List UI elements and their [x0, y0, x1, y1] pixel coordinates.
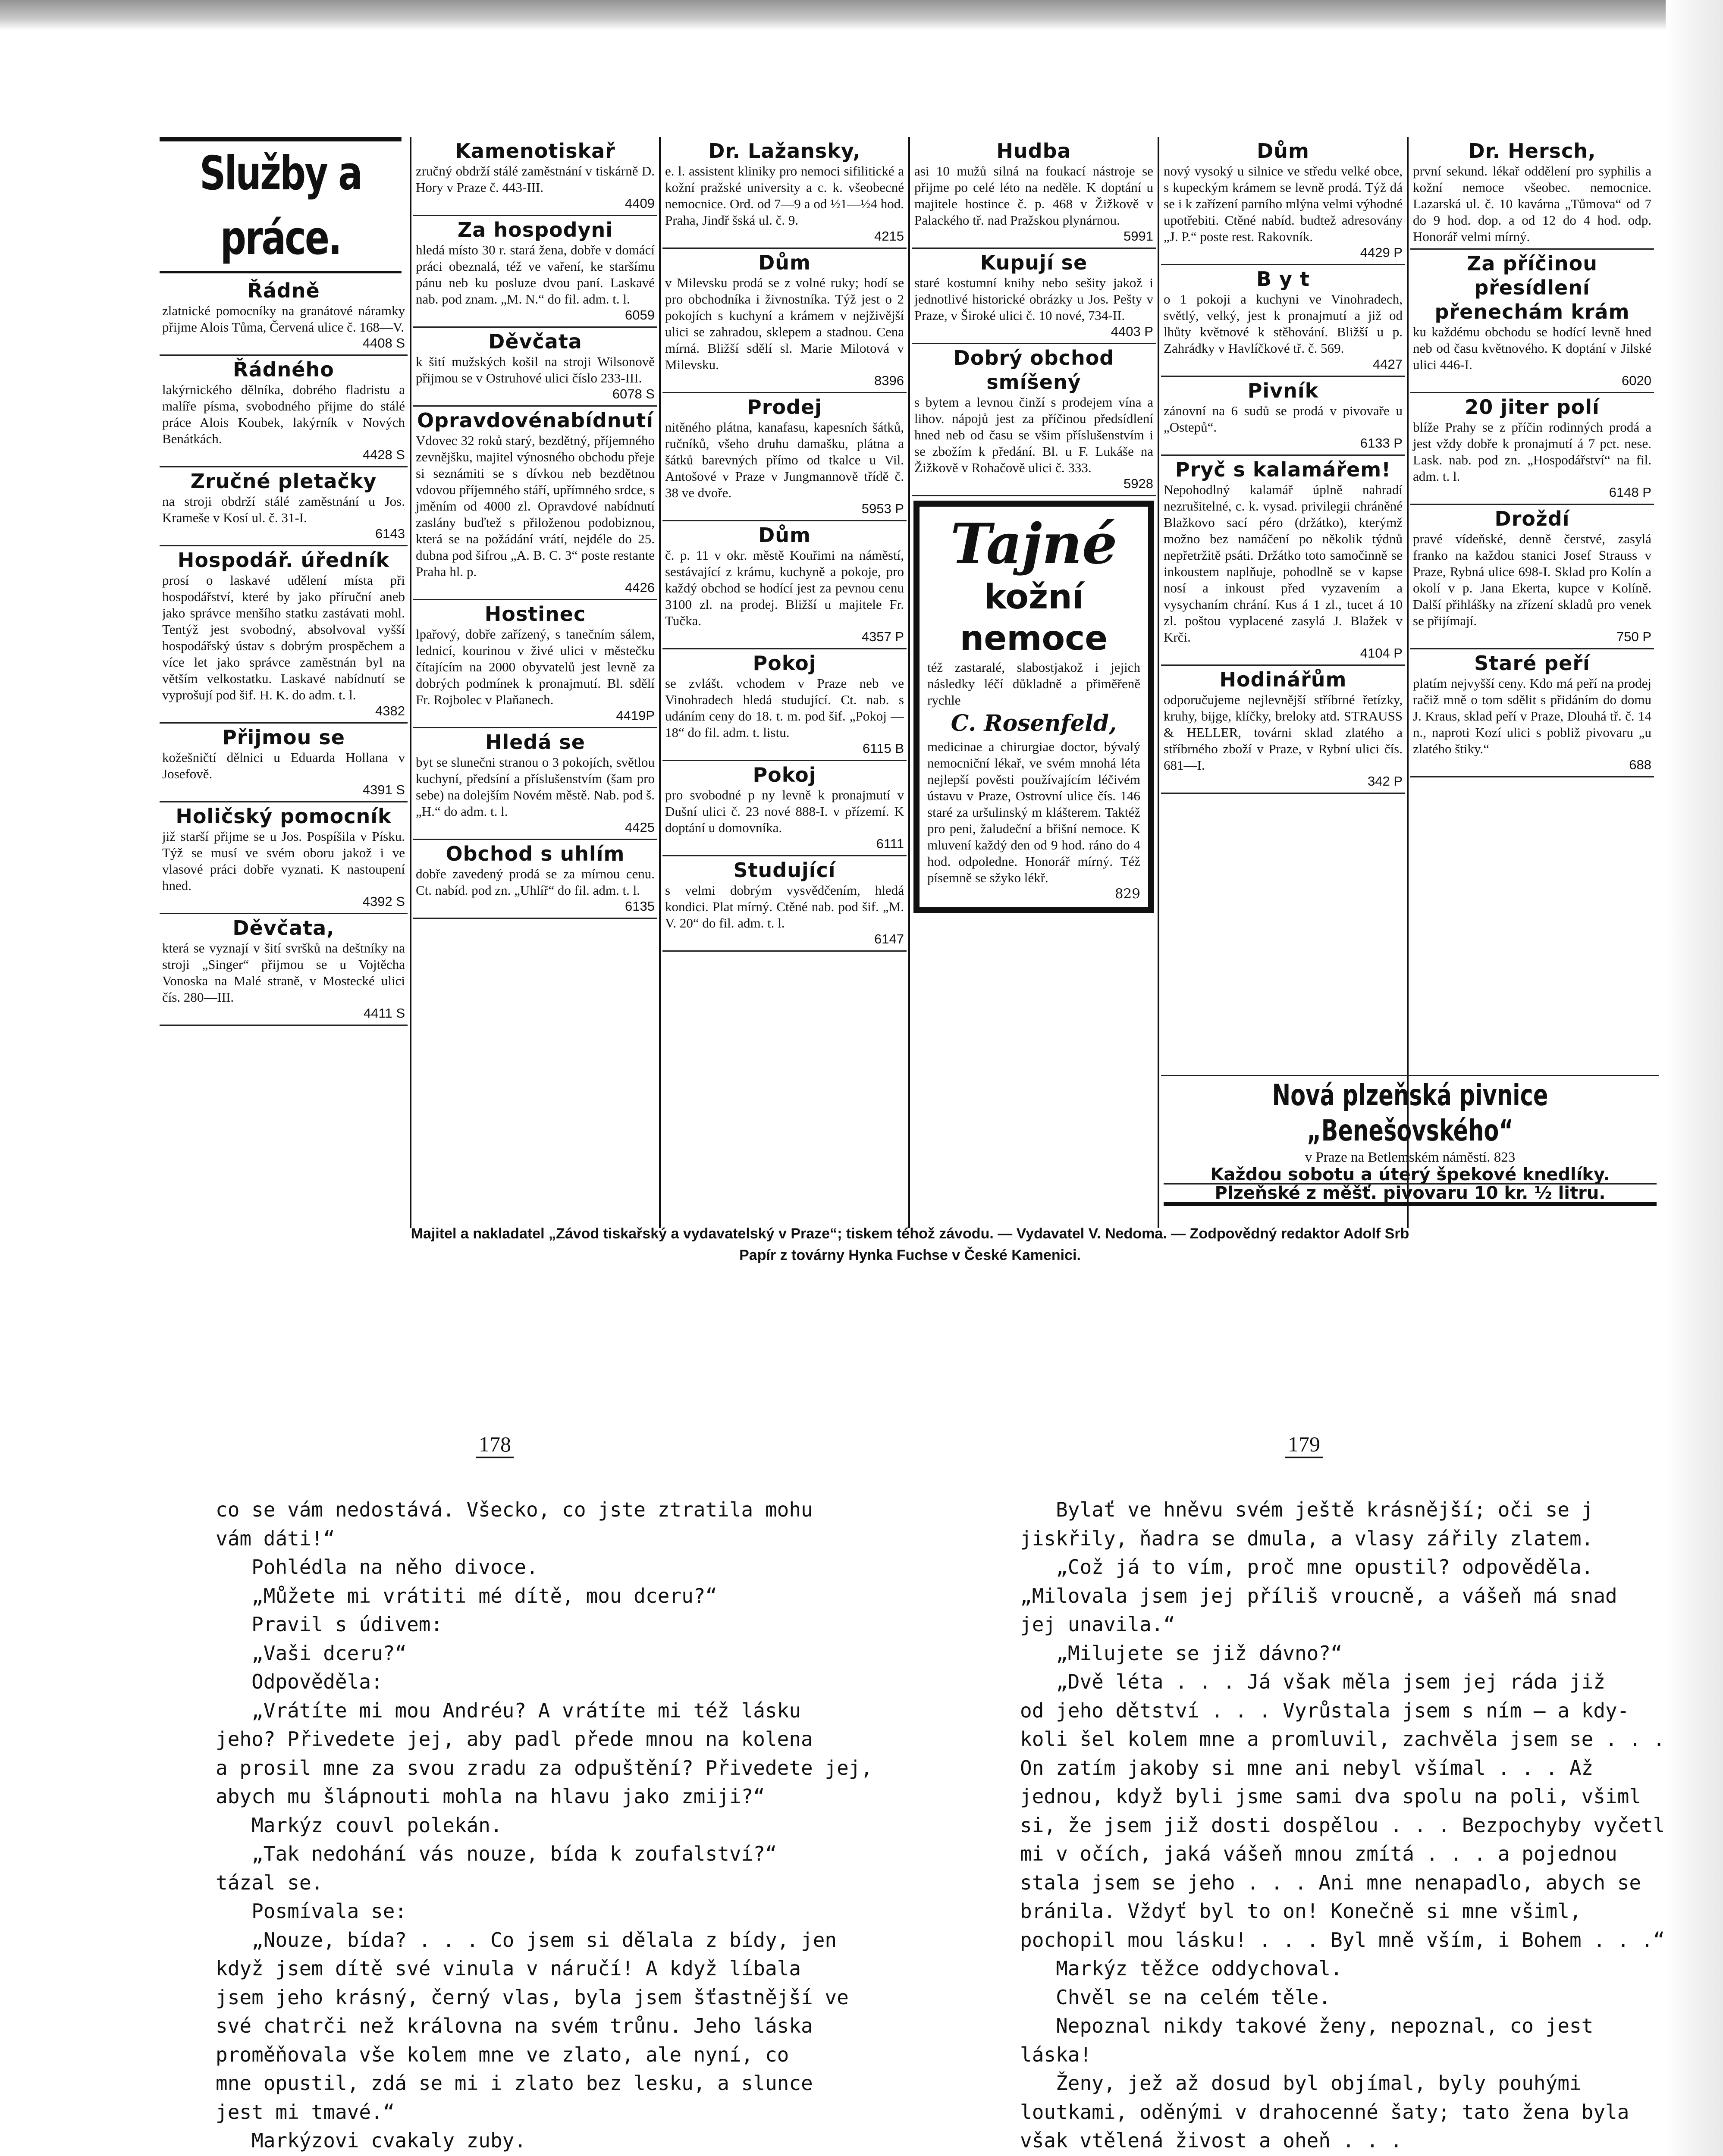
text-line: jiskřily, ňadra se dmula, a vlasy zářily zlatem. — [1020, 1526, 1594, 1550]
ad-column-6 — [1410, 137, 1654, 1228]
boxad-subheadline: kožní nemoce — [960, 578, 1108, 658]
ad-code: 4411 S — [364, 1006, 405, 1021]
ad-text: na stroji obdrží stálé zaměstnání u Jos. Krameše v Kosí ul. č. 31-I. — [162, 494, 405, 525]
ads-list-5 — [1161, 137, 1405, 794]
text-line: a prosil mne za svou zradu za odpuštění? Přivedete jej, — [216, 1756, 873, 1780]
text-line: „Vaši dceru?“ — [216, 1641, 407, 1665]
ads-list-1 — [160, 277, 408, 1026]
ad-title: Obchod s uhlím — [446, 842, 625, 865]
boxad-code: 829 — [1114, 886, 1140, 902]
text-line: „Vrátíte mi mou Andréu? A vrátíte mi též lásku — [216, 1698, 801, 1722]
ad-text: byt se slunečni stranou o 3 pokojích, světlou kuchyní, předsíní a příslušenstvím (šam pro sebe) na dolejším Novém městě. Nab. pod š. „H.“ do adm. t. l. — [416, 755, 655, 819]
ad-title: Staré peří — [1474, 652, 1590, 675]
ad-code: 4419P — [616, 708, 655, 723]
text-line: od jeho dětství . . . Vyrůstala jsem s ním — a kdy- — [1020, 1698, 1629, 1722]
ad-text: k šití mužských košil na stroji Wilsonově přijmou se v Ostruhové ulici číslo 233-III. — [416, 354, 655, 385]
classified-ad — [1161, 666, 1405, 794]
text-line: „Milovala jsem jej příliš vroucně, a vášeň má snad — [1020, 1584, 1617, 1608]
text-line: Markýzovi cvakaly zuby. — [216, 2129, 527, 2152]
ad-code: 4408 S — [362, 335, 405, 351]
ad-column-5 — [1161, 137, 1405, 1228]
ad-code: 4425 — [625, 820, 655, 835]
text-line: jednou, když byli jsme sami dva spolu na poli, všiml — [1020, 1785, 1641, 1808]
column-rule — [410, 137, 411, 1228]
ad-code: 4215 — [874, 229, 904, 244]
ad-code: 4428 S — [362, 447, 405, 462]
ad-title: Dům — [758, 523, 811, 547]
classified-ad — [1410, 250, 1654, 393]
classified-ad — [1161, 456, 1405, 666]
ad-text: pro svobodné p ny levně k pronajmutí v Dušní ulici č. 23 nové 888-I. v přízemí. K doptání u domovníka. — [665, 787, 904, 835]
ad-code: 6020 — [1622, 373, 1651, 388]
classified-ad — [160, 546, 408, 724]
ad-text: prosí o laskavé udělení místa při hospodářství, které by jako příruční aneb jako správce menšího statku zastávati mohl. Tentýž jest svobodný, absolvoval vyšší hospodářský ústav s dobrým prospěchem a více let jako správce zaměstnán byl na větším velkostatku. Laskavé nabídnutí se vyprošují pod šif. H. K. do adm. t. l. — [162, 573, 405, 702]
classified-ad — [160, 277, 408, 356]
ad-text: Vdovec 32 roků starý, bezdětný, příjemného zevnějšku, majitel výnosného obchodu přeje si seznámiti se s dívkou neb bezdětnou vdovou příjemného stáří, upřímného srdce, s jměním od 4000 zl. Opravdové nabídnutí zaslány buďtež s přiloženou podobiznou, která se na požádání vrátí, nejdéle do 25. dubna pod šifrou „A. B. C. 3“ poste restante Praha hl. p. — [416, 433, 655, 579]
ad-title: Za hospodyni — [457, 218, 613, 241]
ad-text: lakýrnického dělníka, dobrého fladristu a malíře písma, svobodného přijme do stálé práce Alois Koubek, lakýrník v Nových Benátkách. — [162, 382, 405, 446]
classified-ad — [160, 467, 408, 546]
ad-code: 4403 P — [1111, 324, 1153, 339]
text-line: Nepoznal nikdy takové ženy, nepoznal, co jest — [1020, 2014, 1594, 2037]
classified-ad — [912, 344, 1156, 496]
wide-ad-code: 823 — [1494, 1150, 1516, 1165]
ad-text: se zvlášt. vchodem v Praze neb ve Vinohradech hledá studující. Ct. nab. s udáním ceny do 18. t. m. pod šif. „Pokoj — 18“ do fil. adm. t. listu. — [665, 676, 904, 740]
ad-code: 4429 P — [1360, 245, 1403, 260]
imprint-line-1: Majitel a nakladatel „Závod tiskařský a vydavatelský v Praze“; tiskem téhož závodu. — Vydavatel V. Nedoma. — Zodpovědný redaktor Adolf Srb — [411, 1225, 1409, 1242]
column-rule — [1158, 137, 1159, 1228]
ad-title: Dům — [1257, 139, 1309, 163]
classified-ad — [1410, 393, 1654, 505]
ad-code: 5928 — [1124, 476, 1153, 491]
text-line: Ženy, jež až dosud byl objímal, byly pouhými — [1020, 2071, 1582, 2095]
text-line: pochopil mou lásku! . . . Byl mně vším, i Bohem . . .“ — [1020, 1928, 1665, 1952]
classified-ad — [1161, 137, 1405, 265]
ad-title: Hospodář. úředník — [177, 548, 390, 572]
ad-code: 6133 P — [1360, 436, 1403, 451]
text-line: abych mu šlápnouti mohla na hlavu jako zmiji?“ — [216, 1785, 765, 1808]
text-line: Pohlédla na něho divoce. — [216, 1555, 538, 1579]
ad-code: 6135 — [625, 899, 655, 914]
ad-text: první sekund. lékař oddělení pro syphilis a kožní nemoce všeobec. nemocnice. Lazarská ul. č. 10 kavárna „Tůmova“ od 7 do 9 hod. dop. a od 12 do 4 hod. odp. Honorář velmi mírný. — [1413, 163, 1651, 244]
ad-title: Dr. Hersch, — [1468, 139, 1596, 163]
text-line: „Nouze, bída? . . . Co jsem si dělala z bídy, jen — [216, 1928, 837, 1952]
text-line: Markýz těžce oddychoval. — [1020, 1957, 1343, 1980]
scan-right-edge — [1666, 0, 1723, 2156]
text-line: Markýz couvl polekán. — [216, 1813, 502, 1837]
classified-ads-sheet — [160, 137, 1654, 1242]
classified-ad — [1410, 505, 1654, 649]
ad-code: 5953 P — [861, 501, 904, 516]
classified-ad — [413, 328, 657, 407]
classified-ad — [1161, 377, 1405, 456]
ad-code: 4427 — [1373, 357, 1403, 372]
ad-title: Pokoj — [753, 652, 816, 675]
ad-code: 6148 P — [1609, 485, 1651, 500]
classified-ad — [912, 249, 1156, 344]
ad-title: Pryč s kalamářem! — [1175, 458, 1391, 481]
ad-title: Řádného — [233, 358, 334, 381]
classified-ad — [662, 649, 907, 761]
ad-text: e. l. assistent kliniky pro nemoci sifilitické a kožní pražské university a c. k. všeobecné nemocnice. Ord. od 7—9 a od ½1—½4 hod. Praha, Jindř šská ul. č. 9. — [665, 163, 904, 228]
ad-title: Prodej — [747, 395, 822, 419]
text-line: mne opustil, zdá se mi i zlato bez lesku, a slunce — [216, 2071, 813, 2095]
classified-ad — [1161, 265, 1405, 377]
boxad-headline: Tajné — [950, 512, 1117, 577]
ad-title: Kamenotiskař — [455, 139, 615, 163]
column-rule — [908, 137, 910, 1228]
text-line: co se vám nedostává. Všecko, co jste ztratila mohu — [216, 1498, 813, 1521]
classified-ad — [160, 356, 408, 467]
imprint-line-2: Papír z továrny Hynka Fuchse v České Kamenici. — [739, 1247, 1081, 1263]
text-line: proměňovala vše kolem mne ve zlato, ale nyní, co — [216, 2043, 789, 2066]
ad-text: nitěného plátna, kanafasu, kapesních šátků, ručníků, všeho druhu damašku, plátna a šátků barevných přímo od tkalce u Vil. Antošové v Praze v Jungmannově třídě č. 38 ve dvoře. — [665, 420, 904, 500]
ad-title: Dům — [758, 251, 811, 274]
ad-code: 688 — [1629, 757, 1651, 772]
classified-ad — [662, 249, 907, 393]
boxad-text: též zastaralé, slabostjakož i jejich následky léčí důkladně a přiměřeně rychle — [927, 660, 1140, 708]
text-line: vám dáti!“ — [216, 1526, 335, 1550]
ad-title: Přijmou se — [222, 726, 345, 749]
text-line: však vtělená živost a oheň . . . — [1020, 2129, 1403, 2152]
scan-top-edge — [0, 0, 1723, 30]
ad-title: Hostinec — [484, 602, 586, 626]
ad-title: Kupují se — [980, 251, 1088, 274]
wide-ad-line2: Každou sobotu a úterý špekové knedlíky. — [1210, 1165, 1610, 1185]
ad-text: zánovní na 6 sudů se prodá v pivovaře u „Ostepů“. — [1164, 403, 1403, 435]
classified-ad — [662, 521, 907, 649]
ad-title: Holičský pomocník — [176, 805, 392, 828]
ad-text: s velmi dobrým vysvědčením, hledá kondici. Plat mírný. Ctěné nab. pod šif. „M. V. 20“ do fil. adm. t. l. — [665, 883, 904, 931]
ad-title: Děvčata, — [232, 916, 335, 940]
text-line: tázal se. — [216, 1871, 323, 1894]
text-line: stala jsem se jeho . . . Ani mne nenapadlo, abych se — [1020, 1871, 1641, 1894]
wide-ad-line3: Plzeňské z měšť. pivovaru 10 kr. ½ litru. — [1164, 1183, 1657, 1206]
ad-text: hledá místo 30 r. stará žena, dobře v domácí práci obeznalá, též ve vaření, ke staršímu pánu neb ku posluze dvou paní. Laskavé nab. pod znam. „M. N.“ do fil. adm. t. l. — [416, 242, 655, 307]
ad-text: odporučujeme nejlevnější stříbrné řetízky, kruhy, bijge, klíčky, breloky atd. STRAUSS & HELLER, továrni sklad zlatého a stříbrného zboží v Praze, v Rybní ulici čís. 681—I. — [1164, 692, 1403, 773]
text-line: „Dvě léta . . . Já však měla jsem jej ráda již — [1020, 1670, 1606, 1693]
classified-ad — [1410, 137, 1654, 250]
classified-ad — [413, 728, 657, 840]
classified-ad — [413, 137, 657, 216]
boxad-text-2: medicinae a chirurgiae doctor, bývalý nemocniční lékař, ve svém mnohá léta nejlepší pověsti používajícím léčivém ústavu v Praze, Ostrovní ulice čís. 146 staré za uršulinský m klášterem. Taktéž pro peni, žaludeční a břišní nemoce. K mluvení každý den od 9 hod. ráno do 4 hod. odpoledne. Honorář mírný. Též písemně se sžyko lékř. — [927, 739, 1140, 885]
text-line: bránila. Vždyť byl to on! Konečně si mne všiml, — [1020, 1899, 1582, 1923]
classified-ad — [662, 137, 907, 249]
right-book-page — [1020, 1495, 1665, 2156]
ad-code: 4409 — [625, 196, 655, 211]
ad-title: Pivník — [1247, 379, 1319, 402]
classified-ad — [413, 840, 657, 919]
classified-ad — [160, 724, 408, 802]
ad-text: platím nejvyšší ceny. Kdo má peří na prodej račiž mně o tom sdělit s přidáním do domu J. Kraus, sklad peří v Praze, Dlouhá tř. č. 14 n., naproti Kozí ulici s pobliž pivovaru „u zlatého štiky.“ — [1413, 676, 1651, 756]
classified-ad — [662, 761, 907, 856]
text-line: své chatrči než královna na svém trůnu. Jeho láska — [216, 2014, 813, 2037]
ad-title: Studující — [733, 859, 836, 882]
classified-ad — [1410, 649, 1654, 777]
ad-code: 6115 B — [863, 741, 904, 756]
text-line: „Což já to vím, proč mne opustil? odpověděla. — [1020, 1555, 1594, 1579]
ad-text: o 1 pokoji a kuchyni ve Vinohradech, světlý, velký, jest k pronajmutí a již od lhůty květnové k stěhování. Bližší u p. Zahrádky v Havlíčkové tř. č. 569. — [1164, 291, 1403, 356]
boxed-advertisement — [913, 501, 1154, 913]
text-line: jsem jeho krásný, černý vlas, byla jsem šťastnější ve — [216, 1985, 849, 2009]
ad-code: 5991 — [1124, 229, 1153, 244]
classified-ad — [662, 393, 907, 521]
text-line: „Tak nedohání vás nouze, bída k zoufalství?“ — [216, 1842, 777, 1865]
ad-text: kožešničtí dělnici u Eduarda Hollana v Josefově. — [162, 750, 405, 781]
ad-title: Za příčinou přesídlení přenechám krám — [1434, 252, 1630, 323]
ad-text: blíže Prahy se z příčin rodinných prodá a jest vždy dobře k pronajmutí á 7 pct. nese. Lask. nab. pod zn. „Hospodářství“ na fil. adm. t. l. — [1413, 420, 1651, 484]
ad-text: asi 10 mužů silná na foukací nástroje se přijme po celé léto na neděle. K doptání u majitele hostince č. p. 468 v Žižkově v Palackého tř. nad Pražskou plynárnou. — [914, 163, 1153, 228]
ad-column-4 — [912, 137, 1156, 1228]
classified-ad — [662, 856, 907, 952]
text-line: Bylať ve hněvu svém ještě krásnější; oči se j — [1020, 1498, 1594, 1521]
text-line: Odpověděla: — [216, 1670, 383, 1693]
ad-code: 6059 — [625, 307, 655, 323]
ad-title: B y t — [1256, 267, 1310, 291]
ad-text: staré kostumní knihy nebo sešity jakož i jednotlivé historické obrázky u Jos. Pešty v Praze, v Široké ulici č. 10 nové, 734-II. — [914, 275, 1153, 323]
ad-text: s bytem a levnou činží s prodejem vína a lihov. nápojů jest za příčinou předsídlení hned neb od času se všim příslušenstvím i se zbožím k předání. Bl. u F. Lukáše na Žižkově v Rohačově ulici č. 333. — [914, 395, 1153, 475]
column-rule — [659, 137, 661, 1228]
ad-code: 8396 — [874, 373, 904, 388]
ad-text: ku každému obchodu se hodící levně hned neb od času květnového. K doptání v Jilské ulici 446-I. — [1413, 324, 1651, 372]
text-line: jest mi tmavé.“ — [216, 2100, 395, 2124]
ads-list-6 — [1410, 137, 1654, 777]
ad-column-3 — [662, 137, 907, 1228]
classified-ad — [912, 137, 1156, 249]
wide-ad-line1: v Praze na Betlemském náměstí. — [1305, 1150, 1491, 1165]
ad-text: Nepohodlný kalamář úplně nahradí nezrušitelné, c. k. vysad. privilegii chráněné Blažkovo sací péro (držátko), kterýmž možno bez namáčení po několik týdnů nepřetržitě psáti. Držátko toto samočinně se inkoustem naplňuje, pohodlně se v kapse nosí a inkoust před vyzavením a vysychaním chrání. Kus á 1 zl., tucet á 10 zl. poštou vyplacené zasylá J. Blažek v Krči. — [1164, 482, 1403, 645]
ad-code: 4357 P — [861, 629, 904, 644]
text-line: jej unavila.“ — [1020, 1613, 1176, 1636]
ad-title: 20 jiter polí — [1465, 395, 1600, 419]
classified-ad — [160, 914, 408, 1026]
ad-title: Zručné pletačky — [190, 470, 377, 493]
ad-text: nový vysoký u silnice ve středu velké obce, s kupeckým krámem se levně prodá. Týž dá se i k zařízení parního mlýna velmi výhodné upotřebiti. Ctěné nabíd. budtež adresovány „J. P.“ poste rest. Rakovník. — [1164, 163, 1403, 244]
text-line: jeho? Přivedete jej, aby padl přede mnou na kolena — [216, 1727, 813, 1751]
ad-code: 4104 P — [1360, 646, 1403, 661]
ad-title: Dobrý obchod smíšený — [953, 346, 1114, 394]
ad-code: 6143 — [375, 526, 405, 541]
text-line: On zatím jakoby si mne ani nebyl všímal . . . Až — [1020, 1756, 1594, 1780]
wide-ad-title: Nová plzeňská pivnice „Benešovského“ — [1272, 1078, 1548, 1148]
ads-list-4 — [912, 137, 1156, 496]
ad-title: Řádně — [247, 279, 320, 302]
ad-code: 6111 — [876, 836, 904, 851]
ad-text: v Milevsku prodá se z volné ruky; hodí se pro obchodníka i živnostníka. Týž jest o 2 pokojích s kuchyní a krámem v nejživější ulici se zahradou, sklepem a stadnou. Cena mírná. Bližší sdělí sl. Marie Milotová v Milevsku. — [665, 275, 904, 372]
ad-text: pravé vídeňské, denně čerstvé, zasylá franko na každou stanici Josef Strauss v Praze, Rybná ulice 698-I. Sklad pro Kolín a okolí v p. Jana Ekerta, kupce v Kolíně. Další přihlášky na zřízení skladů pro venek se přijímají. — [1413, 531, 1651, 628]
text-line: láska! — [1020, 2043, 1092, 2066]
right-page-number: 179 — [1285, 1432, 1323, 1458]
ad-title: Hledá se — [485, 730, 586, 754]
ad-text: dobře zavedený prodá se za mírnou cenu. Ct. nabíd. pod zn. „Uhlíř“ do fil. adm. t. l. — [416, 866, 655, 898]
ad-text: zručný obdrží stálé zaměstnání v tiskárně D. Hory v Praze č. 443-III. — [416, 163, 655, 195]
ad-title: Dr. Lažansky, — [708, 139, 861, 163]
ads-list-3 — [662, 137, 907, 952]
boxad-doctor-name: C. Rosenfeld, — [951, 710, 1117, 736]
ad-code: 4426 — [625, 580, 655, 595]
text-line: „Milujete se již dávno?“ — [1020, 1641, 1343, 1665]
ad-text: již starší přijme se u Jos. Pospíšila v Písku. Týž se musí ve svém oboru jakož i ve vlasové práci dobře vyznati. K nastoupení hned. — [162, 829, 405, 893]
section-masthead: Služby a práce. — [160, 137, 402, 273]
classified-ad — [160, 802, 408, 914]
ad-text: která se vyznají v šití svršků na deštníky na stroji „Singer“ přijmou se u Vojtěcha Vonoska na Malé straně, v Mostecké ulici čís. 280—III. — [162, 940, 405, 1005]
ad-text: zlatnické pomocníky na granátové náramky přijme Alois Tůma, Červená ulice č. 168—V. — [162, 303, 405, 335]
left-page-number: 178 — [476, 1432, 514, 1458]
ad-column-1 — [160, 137, 408, 1228]
ad-title: Pokoj — [753, 763, 816, 787]
ad-code: 6147 — [874, 931, 904, 946]
ad-text: lpařový, dobře zařízený, s tanečním sálem, lednicí, kourinou v živé ulici v městečku čítajícím na 2000 obyvatelů jest levně za dobrých podmínek k pronajmutí. Bl. sdělí Fr. Rojbolec v Plaňanech. — [416, 627, 655, 707]
ad-title: Hudba — [996, 139, 1071, 163]
left-book-page — [216, 1495, 873, 2156]
wide-advertisement — [1161, 1075, 1659, 1208]
ad-code: 4392 S — [362, 894, 405, 909]
ad-title: Děvčata — [488, 330, 582, 353]
ad-code: 6078 S — [612, 386, 655, 401]
text-line: mi v očích, jaká vášeň mnou zmítá . . . a pojednou — [1020, 1842, 1617, 1865]
ad-title: Opravdovénabídnutí — [417, 409, 654, 432]
ad-text: č. p. 11 v okr. městě Kouřimi na náměstí, sestávající z krámu, kuchyně a pokoje, pro každý obchod se hodící jest za pevnou cenu 3100 zl. na prodej. Bližší u majitele Fr. Tučka. — [665, 548, 904, 628]
text-line: Pravil s údivem: — [216, 1613, 443, 1636]
text-line: „Můžete mi vrátiti mé dítě, mou dceru?“ — [216, 1584, 718, 1608]
ad-code: 4391 S — [362, 782, 405, 797]
ad-title: Hodinářům — [1219, 668, 1347, 691]
text-line: Chvěl se na celém těle. — [1020, 1985, 1331, 2009]
classified-ad — [413, 600, 657, 728]
text-line: loutkami, oděnými v drahocenné šaty; tato žena byla — [1020, 2100, 1629, 2124]
ad-title: Droždí — [1494, 507, 1570, 530]
ad-code: 750 P — [1616, 629, 1651, 644]
text-line: si, že jsem již dosti dospělou . . . Bezpochyby vyčetl — [1020, 1813, 1665, 1837]
ads-list-2 — [413, 137, 657, 919]
text-line: když jsem dítě své vinula v náručí! A když líbala — [216, 1957, 801, 1980]
ad-column-2 — [413, 137, 657, 1228]
classified-ad — [413, 407, 657, 600]
text-line: koli šel kolem mne a promluvil, zachvěla jsem se . . . — [1020, 1727, 1665, 1751]
ad-code: 342 P — [1367, 774, 1403, 789]
classified-ad — [413, 216, 657, 328]
text-line: Posmívala se: — [216, 1899, 407, 1923]
column-rule — [1407, 137, 1409, 1228]
ad-code: 4382 — [375, 703, 405, 718]
